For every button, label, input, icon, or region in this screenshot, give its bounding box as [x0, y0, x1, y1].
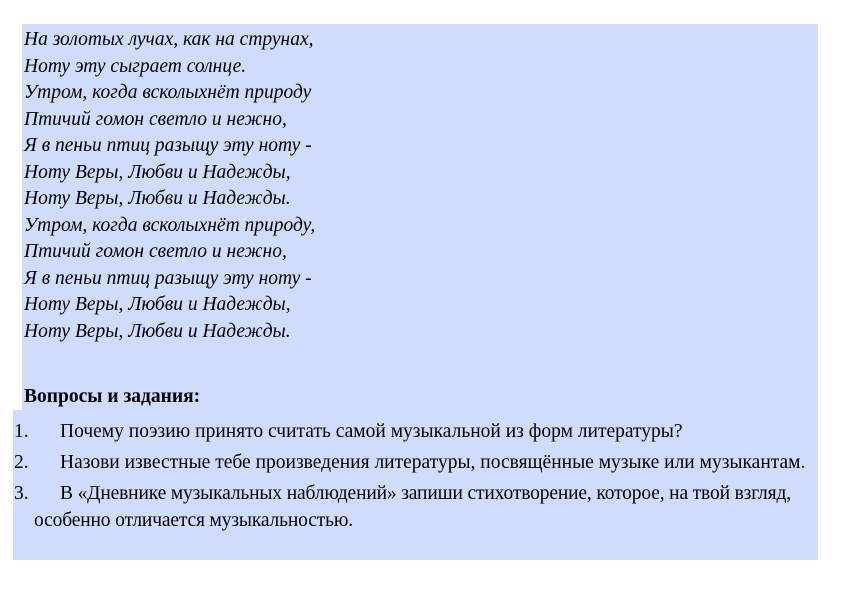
poem-line: Ноту Веры, Любви и Надежды. [24, 320, 291, 342]
question-number: 1. [14, 421, 29, 442]
poem [24, 27, 315, 345]
poem-line: Утром, когда всколыхнёт природу, [24, 214, 316, 236]
poem-line: На золотых лучах, как на струнах, [24, 29, 314, 50]
questions-heading: Вопросы и задания: [24, 386, 201, 407]
questions-list [14, 418, 820, 538]
poem-line: Птичий гомон светло и нежно, [24, 108, 287, 130]
question-number: 2. [14, 452, 29, 473]
question-text: Почему поэзию принято считать самой музыкальной из форм литературы? [60, 421, 683, 442]
poem-line: Ноту Веры, Любви и Надежды, [24, 161, 291, 183]
poem-line: Ноту Веры, Любви и Надежды, [24, 294, 291, 315]
poem-line: Ноту Веры, Любви и Надежды. [24, 188, 291, 209]
question-text: Назови известные тебе произведения литературы, посвящённые музыке или музыкантам. [60, 452, 806, 473]
poem-line: Ноту эту сыграет солнце. [24, 55, 247, 77]
question-item [14, 449, 820, 476]
question-number: 3. [14, 483, 29, 504]
question-item [14, 480, 820, 534]
poem-line: Я в пеньи птиц разыщу эту ноту - [24, 135, 312, 156]
question-text: В «Дневнике музыкальных наблюдений» запиши стихотворение, которое, на твой взгляд, особенно отличается музыкальностью. [34, 483, 791, 531]
poem-line: Утром, когда всколыхнёт природу [24, 82, 312, 103]
question-item [14, 418, 820, 445]
poem-line: Птичий гомон светло и нежно, [24, 241, 287, 262]
poem-line: Я в пеньи птиц разыщу эту ноту - [24, 267, 312, 289]
